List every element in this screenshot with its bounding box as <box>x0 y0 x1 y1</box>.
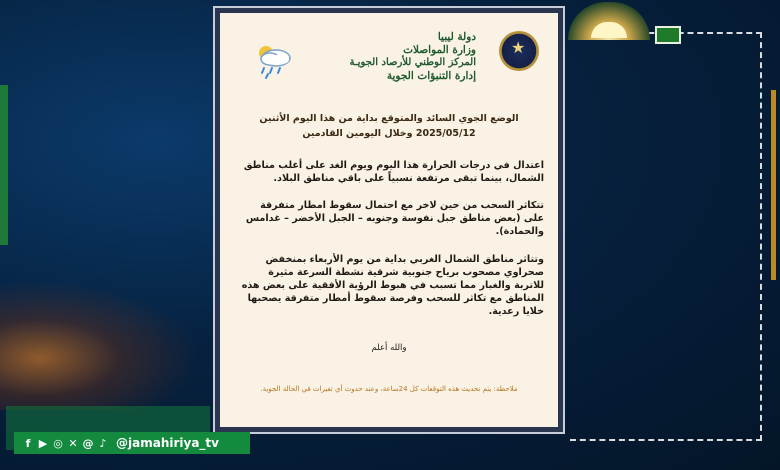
social-media-strip <box>14 432 250 454</box>
closing-phrase: والله أعلم <box>371 343 407 353</box>
left-accent-bar <box>0 85 8 245</box>
paragraph-depression: وتتاثر مناطق الشمال الغربي بداية من يوم الأربعاء بمنخفض صحراوي مصحوب برياح جنوبية شرقية نشطة السرعة مثيرة للاتربة والغبار مما تسبب في هبوط الرؤية الأفقية على بعض هذه المناطق مع تكاثر للسحب وفرصة سقوط أمطار متفرقة يصحبها خلايا رعدية. <box>241 254 544 317</box>
instagram-icon: ◎ <box>53 436 63 450</box>
meteorological-emblem-icon: ★ <box>499 31 539 71</box>
channel-handle: @jamahiriya_tv <box>116 436 219 450</box>
threads-icon: @ <box>82 436 94 450</box>
right-accent-bar <box>771 90 776 280</box>
bulletin-title: الوضع الجوي السائد والمتوقع بداية من هذا اليوم الأثنين <box>259 113 519 124</box>
facebook-icon: f <box>25 436 31 450</box>
flag-badge <box>655 26 681 44</box>
header-state: دولة ليبيا <box>437 31 476 43</box>
paragraph-temperature: اعتدال في درجات الحرارة هذا اليوم ويوم الغد على أغلب مناطق الشمال، بينما تبقى مرتفعة نسبياً على باقي مناطق البلاد. <box>243 160 544 184</box>
background-glow <box>0 280 200 410</box>
header-ministry: وزارة المواصلات <box>403 44 476 56</box>
youtube-icon: ▶ <box>38 436 48 450</box>
bulletin-date: 2025/05/12 وخلال اليومين القادمين <box>302 128 476 139</box>
dashed-frame <box>570 32 762 441</box>
weather-bulletin-document <box>220 13 558 427</box>
tiktok-icon: ♪ <box>99 436 107 450</box>
header-center: المركز الوطني للأرصاد الجويـة <box>349 57 476 68</box>
update-note: ملاحظة: يتم تحديث هذه التوقعات كل 24ساعة، وعند حدوث أي تغيرات في الحالة الجوية. <box>260 385 518 393</box>
paragraph-clouds: تتكاثر السحب من حين لاخر مع احتمال سقوط امطار متفرقة على (بعض مناطق جبل نفوسة وجنوبه – الجبل الأخضر – غدامس والحمادة). <box>245 200 544 237</box>
header-department: إدارة التنبؤات الجوية <box>386 70 476 82</box>
x-icon: ✕ <box>68 436 78 450</box>
